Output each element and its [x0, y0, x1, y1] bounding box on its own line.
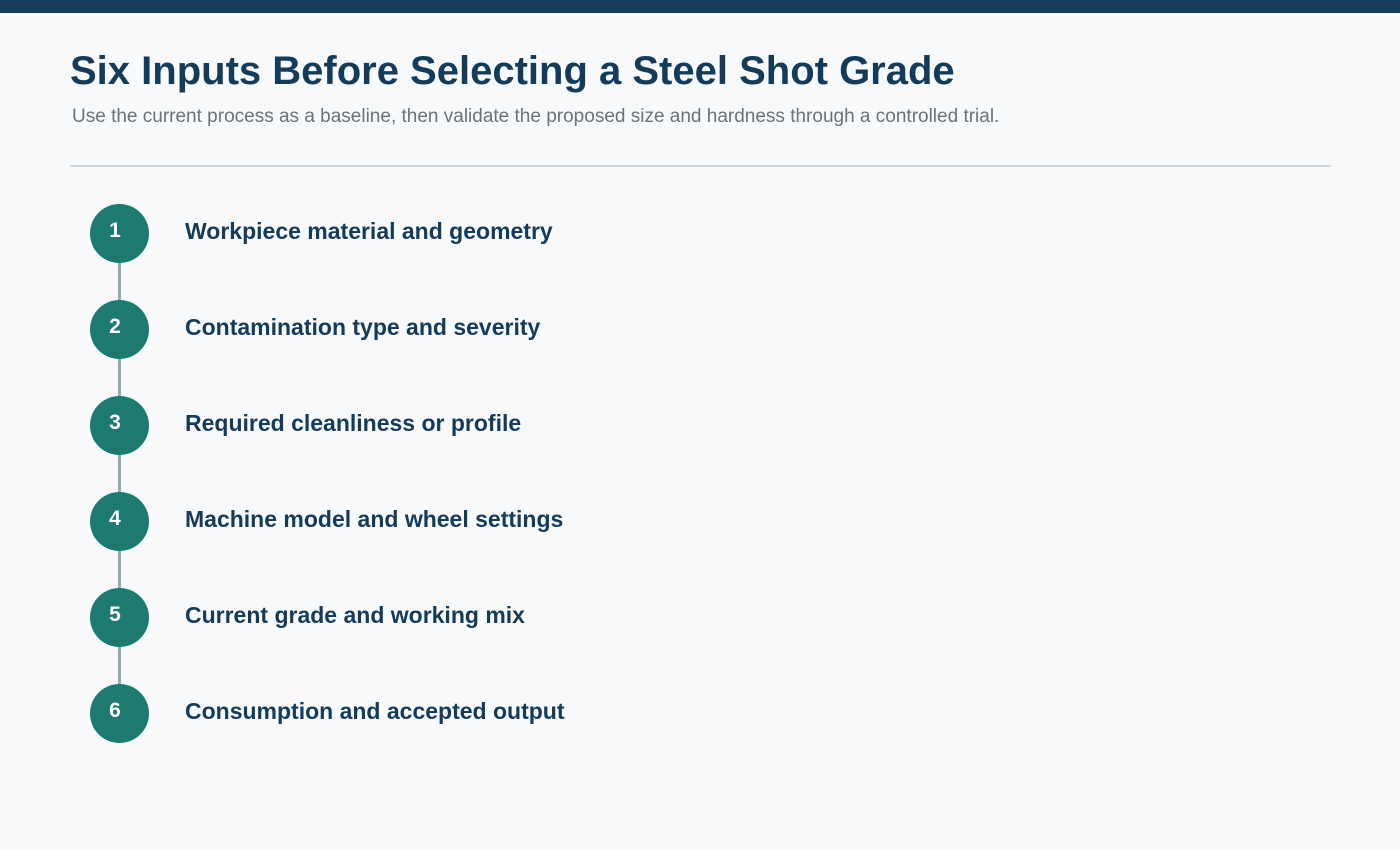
- step-number-badge: 6: [90, 684, 149, 743]
- step-label: Required cleanliness or profile: [185, 410, 522, 436]
- step-label: Consumption and accepted output: [185, 698, 565, 724]
- step-label: Machine model and wheel settings: [185, 506, 564, 532]
- step-number-badge: 2: [90, 300, 149, 359]
- step-item-4: [90, 492, 890, 552]
- step-number-badge: 3: [90, 396, 149, 455]
- step-item-5: [90, 588, 890, 648]
- page-subtitle: Use the current process as a baseline, then validate the proposed size and hardness through a controlled trial.: [72, 106, 1000, 127]
- step-item-1: [90, 204, 890, 264]
- step-label: Contamination type and severity: [185, 314, 541, 340]
- step-number-badge: 1: [90, 204, 149, 263]
- step-number-badge: 5: [90, 588, 149, 647]
- page-title: Six Inputs Before Selecting a Steel Shot Grade: [70, 49, 955, 93]
- step-number-badge: 4: [90, 492, 149, 551]
- step-label: Current grade and working mix: [185, 602, 525, 628]
- step-label: Workpiece material and geometry: [185, 218, 553, 244]
- top-accent-bar: [0, 0, 1400, 13]
- step-item-2: [90, 300, 890, 360]
- step-item-6: [90, 684, 890, 744]
- header-divider: [70, 165, 1331, 167]
- step-item-3: [90, 396, 890, 456]
